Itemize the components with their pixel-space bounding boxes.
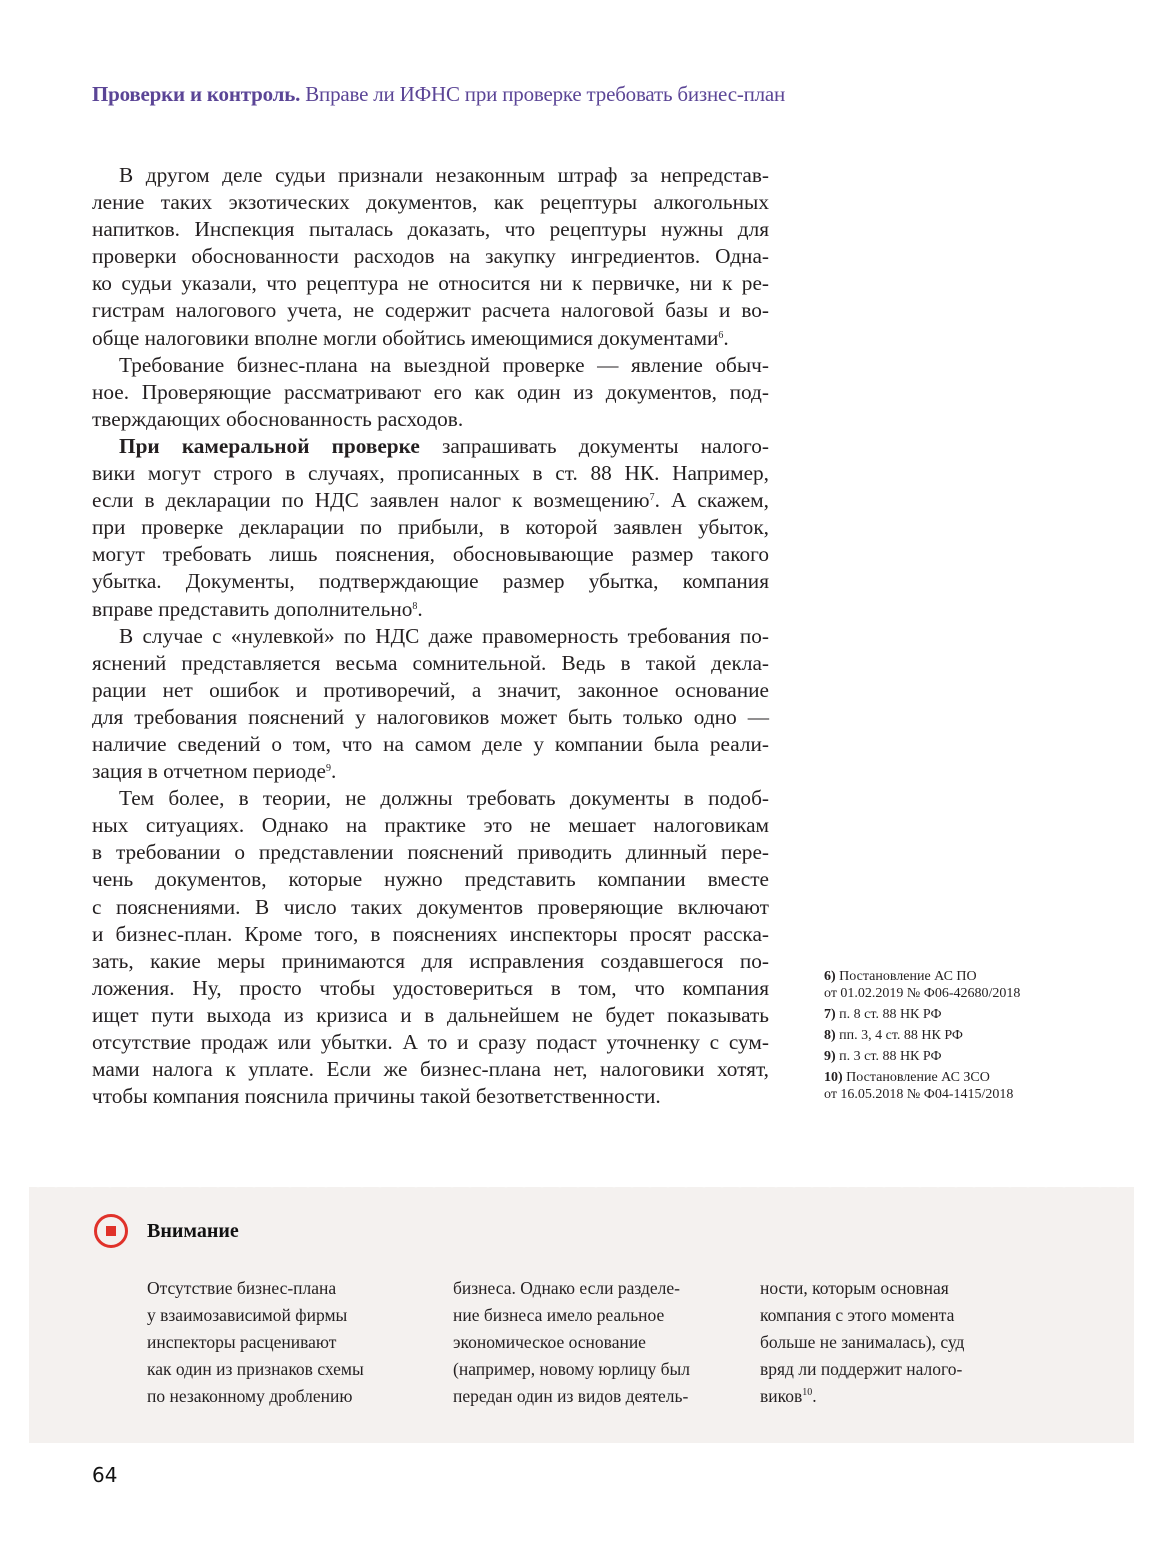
callout-line: по незаконному дроблению (147, 1386, 353, 1406)
text-line: зация в отчетном периоде$^9$. (92, 759, 337, 784)
text-line: гистрам налогового учета, не содержит расчета налоговой базы и во- (92, 298, 769, 323)
callout-line: как один из признаков схемы (147, 1359, 364, 1379)
callout-line: ние бизнеса имело реальное (453, 1305, 665, 1325)
callout-line: инспекторы расценивают (147, 1332, 337, 1352)
text-line: вики могут строго в случаях, прописанных в ст. 88 НК. Например, (92, 461, 769, 486)
callout-column-3 (760, 1275, 1040, 1410)
footnote: 7) п. 8 ст. 88 НК РФ (824, 1007, 942, 1022)
text-line: Тем более, в теории, не должны требовать документы в подоб- (119, 786, 769, 811)
article-body (92, 162, 769, 1110)
footnote-ref[interactable]: 7 (649, 492, 655, 504)
callout-line: вряд ли поддержит налого- (760, 1359, 963, 1379)
text-line: если в декларации по НДС заявлен налог к возмещению$^7$. А скажем, (92, 488, 769, 513)
text-line: могут требовать лишь пояснения, обосновывающие размер такого (92, 542, 769, 567)
footnote: 9) п. 3 ст. 88 НК РФ (824, 1049, 942, 1064)
callout-line: бизнеса. Однако если разделе- (453, 1278, 680, 1298)
section-label: Проверки и контроль. (92, 82, 301, 106)
text-line: чень документов, которые нужно представить компании вместе (92, 867, 769, 892)
text-line: тверждающих обоснованность расходов. (92, 406, 464, 431)
footnote-ref[interactable]: 8 (412, 600, 418, 612)
text-line: вправе представить дополнительно$^8$. (92, 596, 423, 621)
callout-column-2 (453, 1275, 733, 1410)
text-line: В другом деле судьи признали незаконным штраф за непредстав- (119, 163, 769, 187)
text-line: обще налоговики вполне могли обойтись имеющимися документами$^6$. (92, 325, 729, 350)
text-line: ложения. Ну, просто чтобы удостовериться в том, что компания (92, 975, 769, 1000)
footnote: 6) Постановление АС ПО от 01.02.2019 № Ф06-42680/2018 (824, 969, 1021, 1001)
footnotes (824, 968, 1064, 1107)
text-line: с пояснениями. В число таких документов проверяющие включают (92, 894, 769, 919)
text-line: В случае с «нулевкой» по НДС даже правомерность требования по- (119, 623, 769, 648)
callout-line: виков$^{10}$. (760, 1386, 817, 1406)
text-line: и бизнес-план. Кроме того, в пояснениях инспекторы просят расска- (92, 921, 769, 946)
callout-line: компания с этого момента (760, 1305, 955, 1325)
text-line: ное. Проверяющие рассматривают его как один из документов, под- (92, 379, 769, 404)
text-line: мами налога к уплате. Если же бизнес-плана нет, налоговики хотят, (92, 1057, 769, 1082)
footnote-number: 8) (824, 1028, 840, 1043)
footnote: 8) пп. 3, 4 ст. 88 НК РФ (824, 1028, 963, 1043)
article-title: Вправе ли ИФНС при проверке требовать бизнес-план (305, 82, 786, 106)
text-line: чтобы компания пояснила причины такой безответственности. (92, 1084, 661, 1109)
text-line: яснений представляется весьма сомнительной. Ведь в такой декла- (92, 650, 769, 675)
footnote-number: 7) (824, 1007, 840, 1022)
callout-line: больше не занималась), суд (760, 1332, 965, 1352)
footnote-number: 6) (824, 969, 840, 984)
footnote-ref[interactable]: 6 (718, 329, 724, 341)
text-line: в требовании о представлении пояснений приводить длинный пере- (92, 840, 769, 865)
text-line: отсутствие продаж или убытки. А то и сразу подаст уточненку с сум- (92, 1030, 769, 1054)
callout-line: у взаимозависимой фирмы (147, 1305, 348, 1325)
running-header (92, 82, 785, 107)
text-line: напитков. Инспекция пыталась доказать, что рецептуры нужны для (92, 217, 769, 242)
callout-line: Отсутствие бизнес-плана (147, 1278, 337, 1298)
text-line: для требования пояснений у налоговиков может быть только одно — (92, 704, 769, 729)
callout-title: Внимание (147, 1220, 239, 1242)
bold-lead: При камеральной проверке (119, 433, 420, 458)
stop-circle-icon (94, 1214, 128, 1248)
text-line: При камеральной проверке запрашивать документы налого- (119, 433, 769, 458)
text-line: ко судьи указали, что рецептура не относится ни к первичке, ни к ре- (92, 271, 769, 296)
text-line: ных ситуациях. Однако на практике это не мешает налоговикам (92, 813, 769, 838)
footnote: 10) Постановление АС ЗСО от 16.05.2018 № Ф04-1415/2018 (824, 1070, 1014, 1102)
callout-wavy-edge (29, 1183, 1134, 1189)
text-line: при проверке декларации по прибыли, в которой заявлен убыток, (92, 515, 769, 540)
callout-line: ности, которым основная (760, 1278, 949, 1298)
text-line: наличие сведений о том, что на самом деле у компании была реали- (92, 731, 769, 756)
text-line: убытка. Документы, подтверждающие размер убытка, компания (92, 569, 769, 594)
footnote-ref[interactable]: 9 (325, 763, 331, 775)
page-number: 64 (92, 1463, 118, 1487)
attention-callout (29, 1187, 1134, 1443)
text-line: рации нет ошибок и противоречий, а значит, законное основание (92, 677, 769, 702)
text-line: ищет пути выхода из кризиса и в дальнейшем не будет показывать (92, 1002, 769, 1027)
text-line: ление таких экзотических документов, как рецептуры алкогольных (92, 190, 769, 215)
footnote-number: 9) (824, 1049, 840, 1064)
footnote-ref[interactable]: 10 (802, 1387, 813, 1398)
text-line: Требование бизнес-плана на выездной проверке — явление обыч- (119, 352, 769, 377)
footnote-number: 10) (824, 1070, 847, 1085)
text-line: зать, какие меры принимаются для исправления создавшегося по- (92, 948, 769, 973)
text-line: проверки обоснованности расходов на закупку ингредиентов. Одна- (92, 244, 769, 269)
callout-column-1 (147, 1275, 427, 1410)
callout-line: передан один из видов деятель- (453, 1386, 689, 1406)
callout-line: (например, новому юрлицу был (453, 1359, 691, 1379)
callout-line: экономическое основание (453, 1332, 646, 1352)
